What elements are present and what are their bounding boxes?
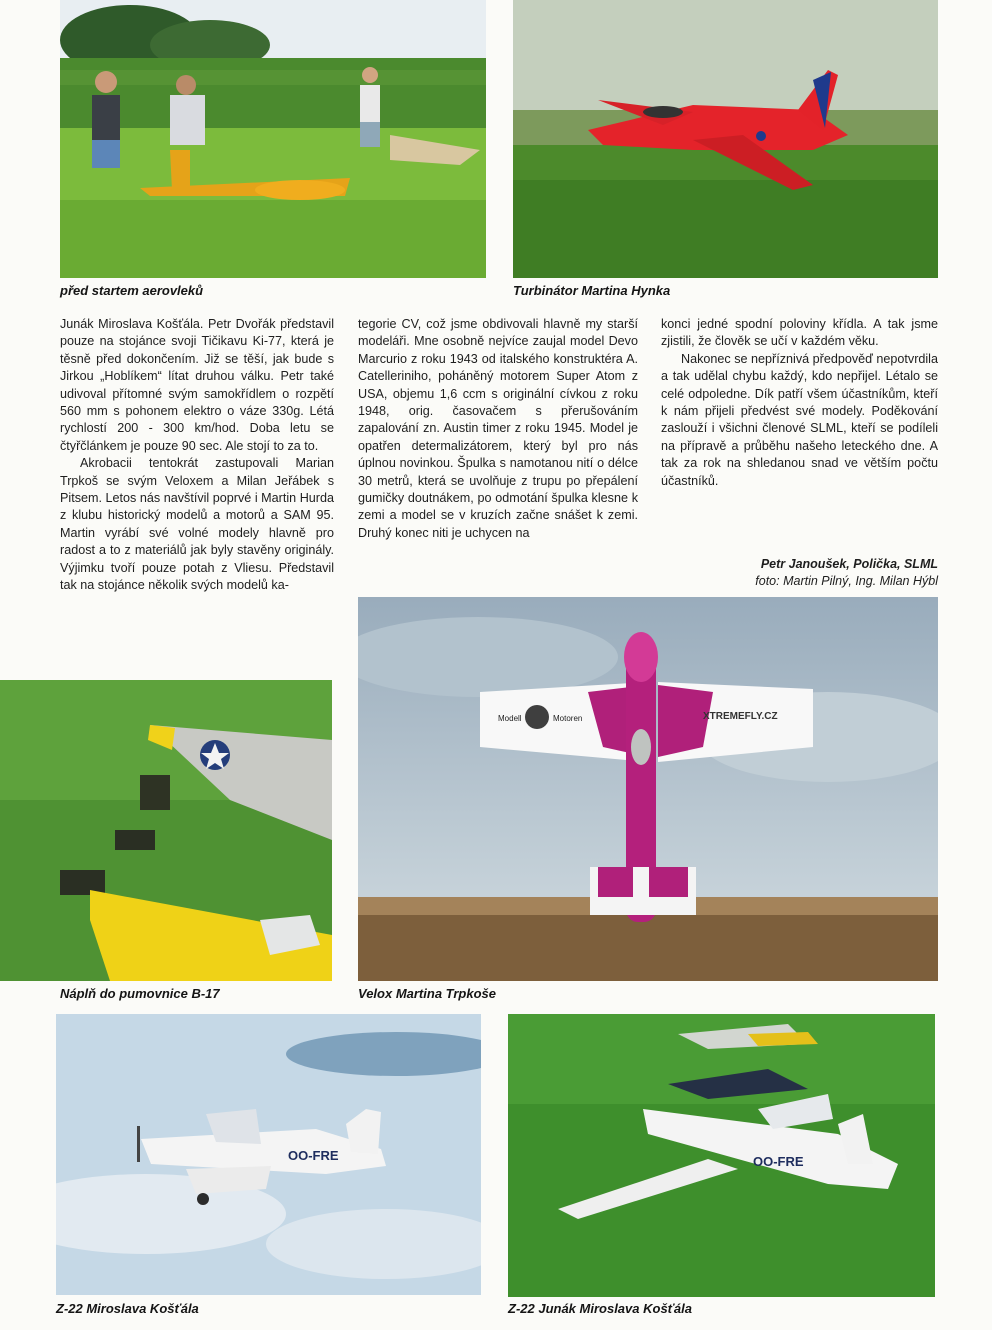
- photo-b17-bomb-load: [0, 680, 332, 981]
- photo-turbinator: [513, 0, 938, 278]
- article-paragraph: konci jedné spodní poloviny křídla. A tak jsme zjistili, že člověk se učí v každém věku.: [661, 317, 938, 349]
- velox-wing-text-left: Modell: [498, 714, 522, 723]
- photo-z22-junak-ground: [508, 1014, 935, 1297]
- velox-wing-text-right: XTREMEFLY.CZ: [703, 711, 778, 722]
- caption-b17: Náplň do pumovnice B-17: [60, 986, 220, 1001]
- caption-velox: Velox Martina Trpkoše: [358, 986, 496, 1001]
- article-column-1: [60, 316, 334, 595]
- photo-z22-flight: [56, 1014, 481, 1295]
- photo-credit: foto: Martin Pilný, Ing. Milan Hýbl: [755, 574, 938, 588]
- article-paragraph: tegorie CV, což jsme obdivovali hlavně my starší modeláři. Mne osobně nejvíce zaujal model Devo Marcurio z roku 1943 od italského konstruktéra A. Catelleriniho, poháněný motorem Super Atom z USA, objemu 1,6 ccm s originální cívkou z roku 1948, orig. časovačem s přerušováním zapalování zn. Austin timer z roku 1945. Model je opatřen determalizátorem, který byl pro nás úplnou novinkou. Špulka s namotanou nití o délce 30 metrů, která se uvolňuje z trupu po přepálení gumičky doutnákem, po odmotání špulka klesne k zemi a model se v kruzích začne snášet k zemi. Druhý konec niti je uchycen na: [358, 317, 638, 540]
- caption-turbinator: Turbinátor Martina Hynka: [513, 283, 671, 298]
- z22-junak-registration: OO-FRE: [753, 1154, 804, 1169]
- photo-velox: [358, 597, 938, 981]
- article-signature: [661, 556, 938, 590]
- z22-registration: OO-FRE: [288, 1148, 339, 1163]
- caption-z22-junak: Z-22 Junák Miroslava Košťála: [508, 1301, 692, 1316]
- article-column-3: [661, 316, 938, 490]
- article-paragraph: Akrobacii tentokrát zastupovali Marian Trpkoš se svým Veloxem a Milan Jeřábek s Pitsem. Letos nás navštívil poprvé i Martin Hurda z klubu historický modelů a motorů a SAM 95. Martin vyrábí své volné modely hlavně pro radost a to z materiálů jak byly stavěny originály. Výjimku tvoří pouze potah z Vliesu. Představil tak na stojánce několik svých modelů ka-: [60, 456, 334, 593]
- caption-z22: Z-22 Miroslava Košťála: [56, 1301, 199, 1316]
- article-paragraph: Nakonec se nepříznivá předpověď nepotvrdila a tak udělal chybu každý, kdo nepřijel. Létalo se celé odpoledne. Dík patří všem účastníkům, kteří k nám přijeli předvést své modely. Poděkování zaslouží i všichni členové SLML, kteří se podíleli na přípravě a průběhu našeho leteckého dne. A tak za rok na shledanou snad ve větším počtu účastníků.: [661, 351, 938, 488]
- article-paragraph: Junák Miroslava Košťála. Petr Dvořák představil pouze na stojánce svoji Tičikavu Ki-77, která je těsně před dokončením. Již se těší, jak bude s Jirkou „Hoblíkem“ lítat druhou válku. Petr také udivoval přítomné svým samokřídlem o rozpětí 560 mm s pohonem elektro o váze 330g. Létá rychlostí 200 - 300 km/hod. Doba letu se čtyřčlánkem je pouze 90 sec. Ale stojí to za to.: [60, 317, 334, 453]
- caption-aerotow: před startem aerovleků: [60, 283, 204, 298]
- article-column-2: [358, 316, 638, 542]
- photo-aerotow-start: [60, 0, 486, 278]
- velox-wing-text-left-2: Motoren: [553, 714, 583, 723]
- author-signature: Petr Janoušek, Polička, SLML: [760, 557, 938, 571]
